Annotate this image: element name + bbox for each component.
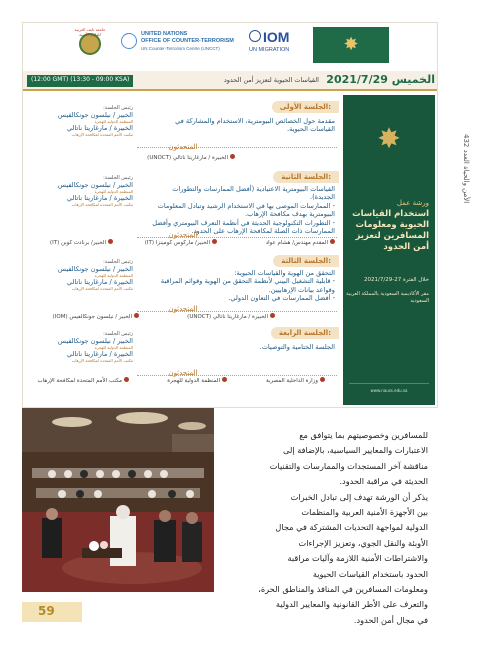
rapporteur-org: مكتب الأمم المتحدة لمكافحة الإرهاب [71, 132, 133, 137]
speaker: الخبيرة / مارغاريتا ناتالي (UNOCT) [187, 313, 275, 320]
session-heading: الجلسة الرابعة: [271, 327, 339, 339]
sidebar-workshop-label: ورشة عمل [396, 199, 429, 207]
body-line: الحديثة في مراقبة الحدود. [339, 476, 428, 487]
date-bar [23, 71, 438, 91]
topic-line: - الممارسات الموصى بها في الاستخدام الرشيد وتبادل المعلومات [157, 201, 335, 210]
topic-line: - التطورات التكنولوجية الحديثة في أنظمة التعرف البيومتري وأفضل [152, 218, 335, 227]
iom-logo-text: IOM [263, 29, 290, 45]
topic-line: وقواعد بيانات الإرهابيين. [268, 285, 335, 294]
chair-name: الخبير / نيلسون جونكالفيس [57, 181, 133, 189]
topic-line: الجلسة الختامية والتوصيات. [259, 343, 335, 351]
sidebar-footer: www.nauss.edu.sa [349, 383, 429, 397]
unoct-logo [119, 27, 239, 63]
session-chair [29, 259, 133, 291]
body-line: الدولية لمواجهة التحديات المشتركة في مجال [275, 522, 428, 533]
bullet-icon [230, 154, 235, 159]
session-topic [139, 269, 335, 303]
session-1 [27, 101, 339, 167]
chair-label: رئيس الجلسة: [103, 105, 133, 111]
speaker: الخبيرة / مارغاريتا ناتالي (UNOCT) [147, 154, 235, 161]
topic-line: مقدمة حول الخصائص البيومترية، الاستخدام والمشاركة في [175, 117, 335, 125]
topic-line: - أفضل الممارسات في التعاون الدولي. [228, 294, 335, 303]
sidebar-title: استخدام القياسات الحيوية ومعلومات المسافرين لتعزيز أمن الحدود [352, 209, 429, 252]
unoct-line1: UNITED NATIONS [141, 31, 188, 37]
unoct-line3: UN Counter-Terrorism Centre (UNCCT) [141, 46, 220, 51]
chair-name: الخبير / نيلسون جونكالفيس [57, 111, 133, 119]
bullet-icon [222, 377, 227, 382]
speaker: المقدم مهندس/ هشام عواد [266, 239, 335, 246]
body-line: الاعتبارات والمعايير السياسية، بالإضافة إلى [283, 445, 428, 456]
speakers-row [27, 154, 335, 164]
topic-line: القياسات البيومترية الاعتيادية (أفضل الممارسات والتطورات [172, 185, 335, 193]
body-line: مناقشة آخر المستجدات والممارسات والتقنيات [269, 460, 428, 471]
speaker: الخبير / نيلسون جونكالفيس (IOM) [53, 313, 139, 320]
speakers-row [27, 239, 335, 249]
speakers-label: المتحدثون [168, 369, 198, 377]
session-heading: الجلسة الأولى: [272, 101, 339, 113]
body-line: ومعلومات المسافرين في المنافذ والمناطق الحرة، [258, 584, 428, 595]
body-line: يذكر أن الورشة تهدف إلى تبادل الخبرات [290, 491, 428, 502]
article-body [98, 428, 428, 628]
chair-org: المنظمة الدولية للهجرة [94, 189, 133, 194]
chair-name: الخبير / نيلسون جونكالفيس [57, 265, 133, 273]
chair-label: رئيس الجلسة: [103, 175, 133, 181]
body-line: في مجال أمن الحدود. [353, 614, 428, 625]
topic-line: الممارسات ذات الصلة لمكافحة الإرهاب على الحدود. [191, 227, 335, 236]
rapporteur-name: الخبيرة / مارغاريتا ناتالي [66, 350, 133, 358]
logo-strip [23, 23, 438, 67]
body-line: بين الأجهزة الأمنية العربية والمنظمات [301, 507, 428, 518]
bullet-icon [270, 313, 275, 318]
rapporteur-org: مكتب الأمم المتحدة لمكافحة الإرهاب [71, 358, 133, 363]
unoct-line2: OFFICE OF COUNTER-TERRORISM [141, 38, 234, 44]
chair-org: المنظمة الدولية للهجرة [94, 119, 133, 124]
speaker: الخبير/ ماركوس كومينزا (IT) [145, 239, 217, 246]
session-heading: الجلسة الثالثة: [273, 255, 339, 267]
body-line: للمسافرين وخصوصيتهم بما يتوافق مع [299, 430, 428, 440]
star-ornament-icon: ✸ [377, 122, 401, 155]
chair-org: المنظمة الدولية للهجرة [94, 345, 133, 350]
session-chair [29, 331, 133, 363]
session-topic [139, 185, 335, 235]
body-line: الأوبئة والنقل الجوي، وتعزيز الإجراءات [298, 537, 428, 548]
chair-org: المنظمة الدولية للهجرة [94, 273, 133, 278]
iom-logo-subtext: UN MIGRATION [249, 47, 290, 53]
session-chair [29, 105, 133, 137]
agenda-card [22, 22, 438, 408]
speaker: وزارة الداخلية المصرية [266, 377, 325, 384]
session-time: (12:00 GMT) (13:30 - 09:00 KSA) [27, 75, 133, 87]
chair-label: رئيس الجلسة: [103, 331, 133, 337]
speakers-label: المتحدثون [168, 231, 198, 239]
speakers-label: المتحدثون [168, 305, 198, 313]
speaker: الخبير/ برنادت كوبن (IT) [50, 239, 113, 246]
date-subtitle: القياسات الحيوية لتعزيز أمن الحدود [223, 76, 319, 84]
session-2 [27, 171, 339, 249]
body-line: والاشتراطات الأمنية اللازمة وآليات مراقبة [287, 553, 428, 564]
session-date: الخميس 2021/7/29 [326, 73, 435, 86]
issue-margin-label: الأمن والحياة العدد 432 [462, 134, 470, 204]
workshop-logo [313, 27, 389, 63]
body-line: الحدود باستخدام القياسات الحيوية [312, 568, 428, 579]
iom-logo [245, 27, 309, 63]
topic-line: البيومترية بهدف مكافحة الإرهاب. [245, 210, 335, 219]
speaker: مكتب الأمم المتحدة لمكافحة الإرهاب [38, 377, 129, 384]
rapporteur-name: الخبيرة / مارغاريتا ناتالي [66, 124, 133, 132]
topic-line: التحقق من الهوية والقياسات الحيوية: [234, 269, 335, 277]
nauss-emblem [73, 27, 107, 63]
session-4 [27, 327, 339, 387]
rapporteur-name: الخبيرة / مارغاريتا ناتالي [66, 194, 133, 202]
workshop-sidebar [343, 95, 435, 405]
bullet-icon [212, 239, 217, 244]
page-number: 59 [38, 604, 55, 618]
session-3 [27, 255, 339, 323]
bullet-icon [330, 239, 335, 244]
speakers-row [27, 313, 335, 323]
bullet-icon [134, 313, 139, 318]
topic-line: القياسات الحيوية. [287, 125, 335, 134]
bullet-icon [124, 377, 129, 382]
chair-label: رئيس الجلسة: [103, 259, 133, 265]
session-topic [139, 343, 335, 351]
session-heading: الجلسة الثانية: [273, 171, 339, 183]
body-line: والتعرف على الأطر القانونية والمعايير الدولية [275, 599, 428, 610]
bullet-icon [320, 377, 325, 382]
session-topic [139, 117, 335, 134]
topic-line: - قابلية التشغيل البيني لأنظمة التحقق من الهوية وقوائم المراقبة [160, 277, 335, 286]
globe-icon [249, 30, 261, 42]
chair-name: الخبير / نيلسون جونكالفيس [57, 337, 133, 345]
un-emblem-icon [121, 33, 137, 49]
topic-line: الجديدة). [310, 193, 335, 202]
sidebar-place: مقر الأكاديمية السعودية بالمملكة العربية السعودية [346, 291, 429, 304]
rapporteur-name: الخبيرة / مارغاريتا ناتالي [66, 278, 133, 286]
speakers-label: المتحدثون [168, 143, 198, 151]
bullet-icon [108, 239, 113, 244]
sidebar-period: خلال الفترة 27-2021/7/29 [364, 277, 429, 283]
speaker: المنظمة الدولية للهجرة [167, 377, 227, 384]
speakers-row [27, 377, 335, 387]
rapporteur-org: مكتب الأمم المتحدة لمكافحة الإرهاب [71, 202, 133, 207]
session-chair [29, 175, 133, 207]
nauss-emblem-label: جامعة نايف العربية للعلوم الأمنية [74, 27, 106, 37]
star-ornament-icon: ✸ [343, 34, 359, 55]
rapporteur-org: مكتب الأمم المتحدة لمكافحة الإرهاب [71, 286, 133, 291]
